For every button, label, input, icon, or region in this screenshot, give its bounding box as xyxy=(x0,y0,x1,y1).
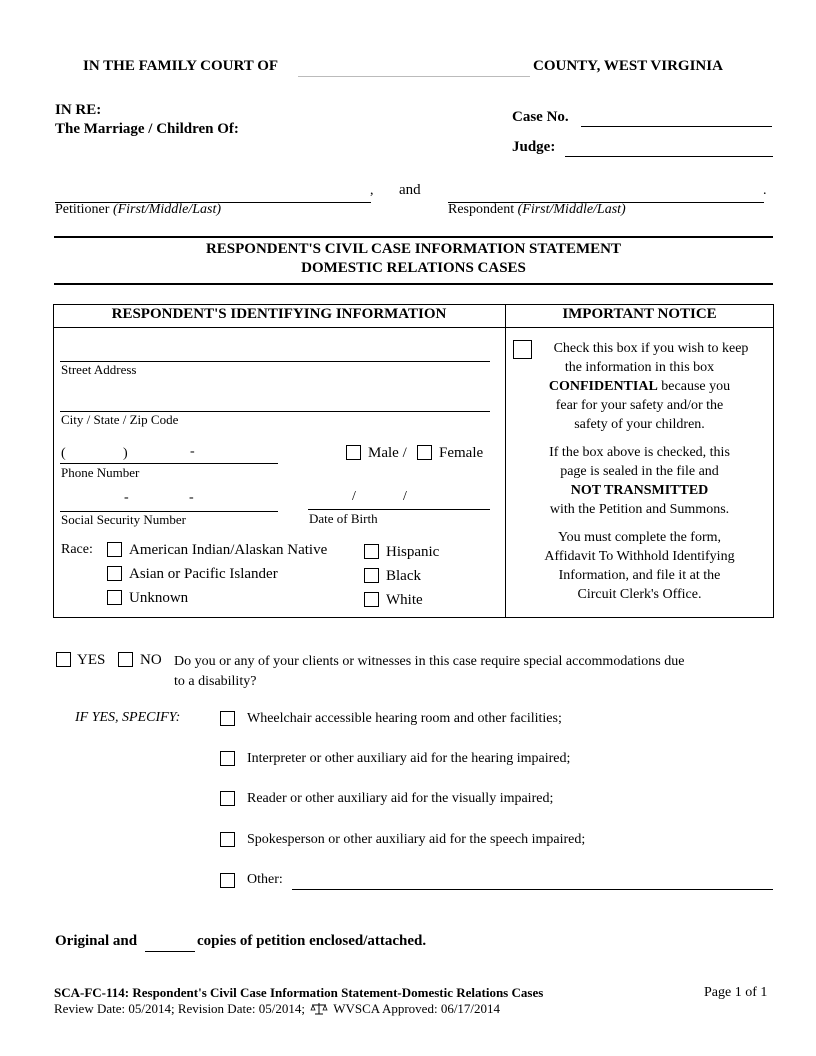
dob-label: Date of Birth xyxy=(309,511,378,526)
ssn-dash-2: - xyxy=(189,490,194,505)
petitioner-hint: (First/Middle/Last) xyxy=(112,202,222,217)
ssn-dash-1: - xyxy=(124,490,129,505)
other-checkbox[interactable] xyxy=(220,873,235,888)
petitioner-label: Petitioner xyxy=(55,202,110,217)
city-state-zip-label: City / State / Zip Code xyxy=(61,412,179,427)
race-label: Race: xyxy=(61,542,93,557)
copies-suffix: copies of petition enclosed/attached. xyxy=(197,933,427,949)
court-label: IN THE FAMILY COURT OF xyxy=(83,58,279,74)
notice-heading: IMPORTANT NOTICE xyxy=(562,306,717,322)
title-top-rule xyxy=(54,236,773,238)
accommodation-yes-label: YES xyxy=(77,652,106,668)
accommodation-no-label: NO xyxy=(140,652,162,668)
comma-separator: , xyxy=(370,183,374,198)
judge-field[interactable] xyxy=(565,156,773,157)
female-checkbox[interactable] xyxy=(417,445,432,460)
notice-p2-line-b: page is sealed in the file and xyxy=(560,464,719,479)
notice-p1-because: because you xyxy=(657,379,731,394)
notice-p3-line-b: Affidavit To Withhold Identifying xyxy=(544,549,735,564)
phone-number-field[interactable] xyxy=(60,463,278,464)
phone-number-label: Phone Number xyxy=(61,465,140,480)
marriage-children-label: The Marriage / Children Of: xyxy=(55,121,239,137)
notice-p1-line-c xyxy=(505,377,774,396)
respondent-hint: (First/Middle/Last) xyxy=(517,202,626,217)
notice-paragraph-1-rest xyxy=(505,358,774,434)
street-address-label: Street Address xyxy=(61,362,137,377)
title-bottom-rule xyxy=(54,283,773,285)
scales-of-justice-icon xyxy=(310,1002,328,1019)
and-label: and xyxy=(399,182,421,198)
race-white-checkbox[interactable] xyxy=(364,592,379,607)
case-no-label: Case No. xyxy=(512,109,569,125)
accommodation-yes-checkbox[interactable] xyxy=(56,652,71,667)
female-label: Female xyxy=(439,445,484,461)
accommodation-question-line-2: to a disability? xyxy=(174,674,257,689)
accommodation-no-checkbox[interactable] xyxy=(118,652,133,667)
reader-checkbox[interactable] xyxy=(220,791,235,806)
notice-paragraph-1 xyxy=(536,339,766,358)
notice-p2-line-c: with the Petition and Summons. xyxy=(549,502,730,517)
wheelchair-label: Wheelchair accessible hearing room and other facilities; xyxy=(247,711,562,726)
form-id: SCA-FC-114: Respondent's Civil Case Information Statement-Domestic Relations Cases xyxy=(54,985,544,1000)
race-asian-label: Asian or Pacific Islander xyxy=(129,566,278,582)
male-checkbox[interactable] xyxy=(346,445,361,460)
notice-p1-line-a: Check this box if you wish to keep xyxy=(553,341,749,356)
notice-paragraph-2 xyxy=(505,443,774,519)
case-no-field[interactable] xyxy=(581,126,772,127)
notice-p1-line-e: safety of your children. xyxy=(574,417,705,432)
respondent-label: Respondent xyxy=(448,202,515,217)
if-yes-specify-label: IF YES, SPECIFY: xyxy=(75,710,181,725)
identifying-heading: RESPONDENT'S IDENTIFYING INFORMATION xyxy=(111,306,447,322)
notice-confidential-bold: CONFIDENTIAL xyxy=(548,379,658,394)
notice-p3-line-d: Circuit Clerk's Office. xyxy=(577,587,702,602)
judge-label: Judge: xyxy=(512,139,556,155)
race-hispanic-label: Hispanic xyxy=(386,544,440,560)
male-label: Male / xyxy=(368,445,407,461)
race-black-checkbox[interactable] xyxy=(364,568,379,583)
footer-dates xyxy=(54,1001,500,1019)
race-hispanic-checkbox[interactable] xyxy=(364,544,379,559)
notice-p3-line-a: You must complete the form, xyxy=(557,530,722,545)
race-asian-checkbox[interactable] xyxy=(107,566,122,581)
info-table-header-rule xyxy=(53,327,774,328)
copies-count-field[interactable] xyxy=(145,951,195,952)
wvsca-approved: WVSCA Approved: 06/17/2014 xyxy=(333,1001,501,1016)
phone-paren-open: ( xyxy=(61,446,66,461)
title-line-2: DOMESTIC RELATIONS CASES xyxy=(301,260,526,276)
interpreter-label: Interpreter or other auxiliary aid for the hearing impaired; xyxy=(247,751,571,766)
dob-slash-1: / xyxy=(352,489,356,504)
race-black-label: Black xyxy=(386,568,421,584)
notice-not-transmitted: NOT TRANSMITTED xyxy=(570,483,709,498)
accommodation-question xyxy=(174,652,684,692)
ssn-label: Social Security Number xyxy=(61,512,186,527)
title-line-1: RESPONDENT'S CIVIL CASE INFORMATION STATEMENT xyxy=(205,241,622,257)
phone-dash: - xyxy=(190,444,195,459)
notice-paragraph-3 xyxy=(505,528,774,604)
review-revision-dates: Review Date: 05/2014; Revision Date: 05/2014; xyxy=(54,1001,305,1016)
race-white-label: White xyxy=(386,592,423,608)
accommodation-question-line-1: Do you or any of your clients or witnesses in this case require special accommodations due xyxy=(174,654,685,669)
county-field[interactable] xyxy=(298,76,530,77)
period-separator: . xyxy=(763,183,767,198)
other-label: Other: xyxy=(247,872,283,887)
other-specify-field[interactable] xyxy=(292,889,773,890)
wheelchair-checkbox[interactable] xyxy=(220,711,235,726)
interpreter-checkbox[interactable] xyxy=(220,751,235,766)
notice-p1-line-d: fear for your safety and/or the xyxy=(555,398,724,413)
notice-p1-line-b: the information in this box xyxy=(564,360,715,375)
phone-paren-close: ) xyxy=(123,446,128,461)
confidential-checkbox[interactable] xyxy=(513,340,532,359)
petitioner-caption xyxy=(55,202,221,218)
notice-p3-line-c: Information, and file it at the xyxy=(558,568,721,583)
copies-prefix: Original and xyxy=(55,933,138,949)
notice-p2-line-a: If the box above is checked, this xyxy=(549,445,730,460)
spokesperson-label: Spokesperson or other auxiliary aid for the speech impaired; xyxy=(247,832,586,847)
dob-slash-2: / xyxy=(403,489,407,504)
county-state-label: COUNTY, WEST VIRGINIA xyxy=(533,58,723,74)
race-american-indian-checkbox[interactable] xyxy=(107,542,122,557)
reader-label: Reader or other auxiliary aid for the visually impaired; xyxy=(247,791,554,806)
in-re-label: IN RE: xyxy=(55,102,102,118)
race-unknown-checkbox[interactable] xyxy=(107,590,122,605)
respondent-caption xyxy=(448,202,626,218)
race-american-indian-label: American Indian/Alaskan Native xyxy=(129,542,328,558)
race-unknown-label: Unknown xyxy=(129,590,189,606)
dob-field[interactable] xyxy=(308,509,490,510)
spokesperson-checkbox[interactable] xyxy=(220,832,235,847)
page-number: Page 1 of 1 xyxy=(704,985,768,1000)
